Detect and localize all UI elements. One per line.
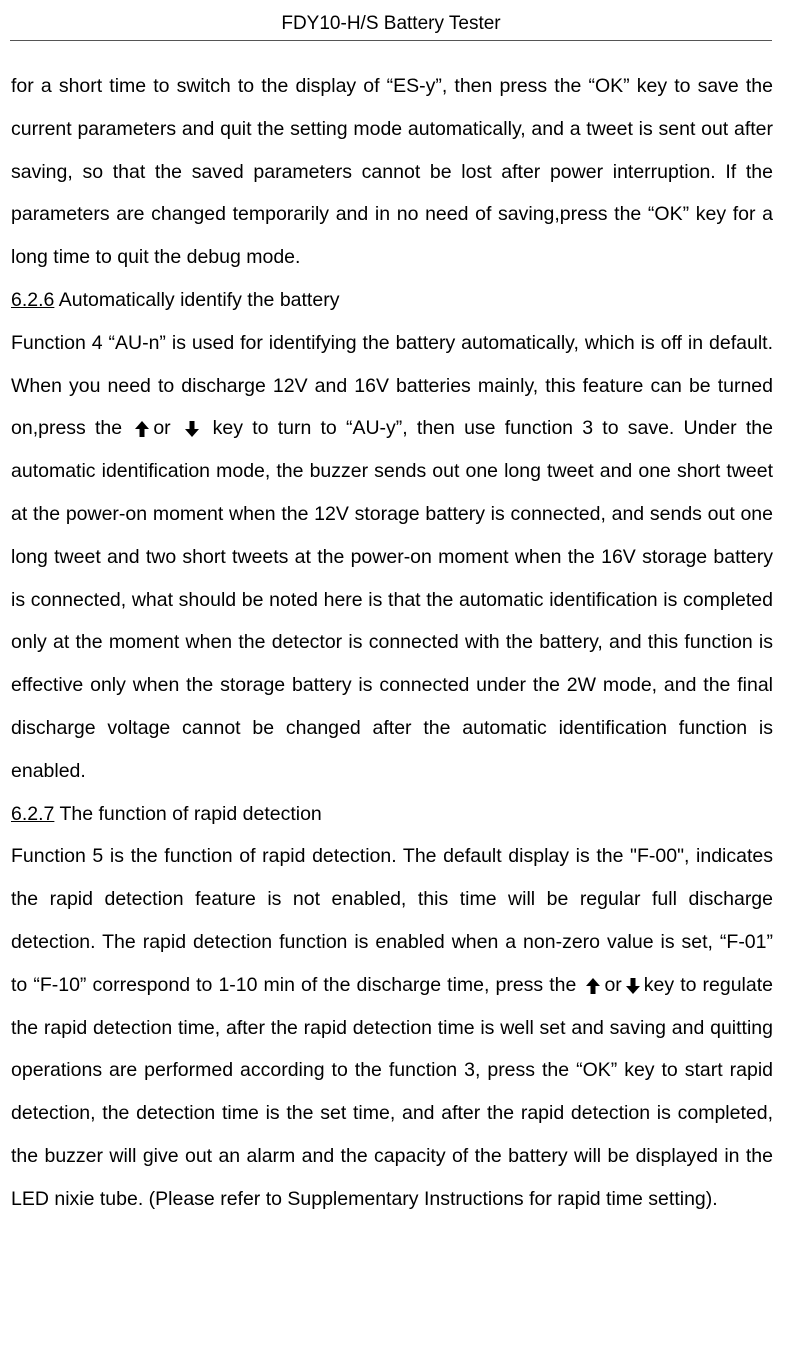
- down-arrow-icon: [185, 421, 199, 437]
- rapid-detection-text-1: Function 5 is the function of rapid detection. The default display is the "F-00", indicates the rapid detection feature is not enabled, this time will be regular full discharge detection. The rapid detection function is enabled when a non-zero value is set, “F-01” to “F-10” correspond to 1-10 min of the discharge time, press the: [11, 845, 773, 996]
- up-arrow-icon: [586, 978, 600, 994]
- auto-identify-or: or: [153, 417, 171, 440]
- document-body: [11, 65, 773, 1221]
- paragraph-rapid-detection: [11, 835, 773, 1220]
- rapid-detection-text-2: key to regulate the rapid detection time, after the rapid detection time is well set and saving and quitting operations are performed according to the function 3, press the “OK” key to start rapid detection, the detection time is the set time, and after the rapid detection is completed, the buzzer will give out an alarm and the capacity of the battery will be displayed in the LED nixie tube. (Please refer to Supplementary Instructions for rapid time setting).: [11, 973, 773, 1210]
- section-heading-6-2-7: [11, 793, 773, 836]
- section-title-6-2-6: Automatically identify the battery: [54, 288, 340, 311]
- section-number-6-2-6: 6.2.6: [11, 288, 55, 311]
- section-number-6-2-7: 6.2.7: [11, 802, 55, 825]
- rapid-detection-or: or: [604, 973, 622, 996]
- paragraph-auto-identify: [11, 322, 773, 793]
- down-arrow-icon: [626, 978, 640, 994]
- section-heading-6-2-6: [11, 279, 773, 322]
- page-header: [10, 0, 772, 41]
- up-arrow-icon: [135, 421, 149, 437]
- paragraph-save-parameters: for a short time to switch to the display of “ES-y”, then press the “OK” key to save the current parameters and quit the setting mode automatically, and a tweet is sent out after saving, so that the saved parameters cannot be lost after power interruption. If the parameters are changed temporarily and in no need of saving,press the “OK” key for a long time to quit the debug mode.: [11, 75, 773, 269]
- auto-identify-text-2: key to turn to “AU-y”, then use function 3 to save. Under the automatic identification mode, the buzzer sends out one long tweet and one short tweet at the power-on moment when the 12V storage battery is connected, and sends out one long tweet and two short tweets at the power-on moment when the 16V storage battery is connected, what should be noted here is that the automatic identification is completed only at the moment when the detector is connected with the battery, and this function is effective only when the storage battery is connected under the 2W mode, and the final discharge voltage cannot be changed after the automatic identification function is enabled.: [11, 417, 773, 782]
- auto-identify-text-1: Function 4 “AU-n” is used for identifying the battery automatically, which is off in default. When you need to discharge 12V and 16V batteries mainly, this feature can be turned on,press the: [11, 331, 773, 440]
- section-title-6-2-7: The function of rapid detection: [54, 802, 322, 825]
- page-header-title: FDY10-H/S Battery Tester: [281, 13, 501, 34]
